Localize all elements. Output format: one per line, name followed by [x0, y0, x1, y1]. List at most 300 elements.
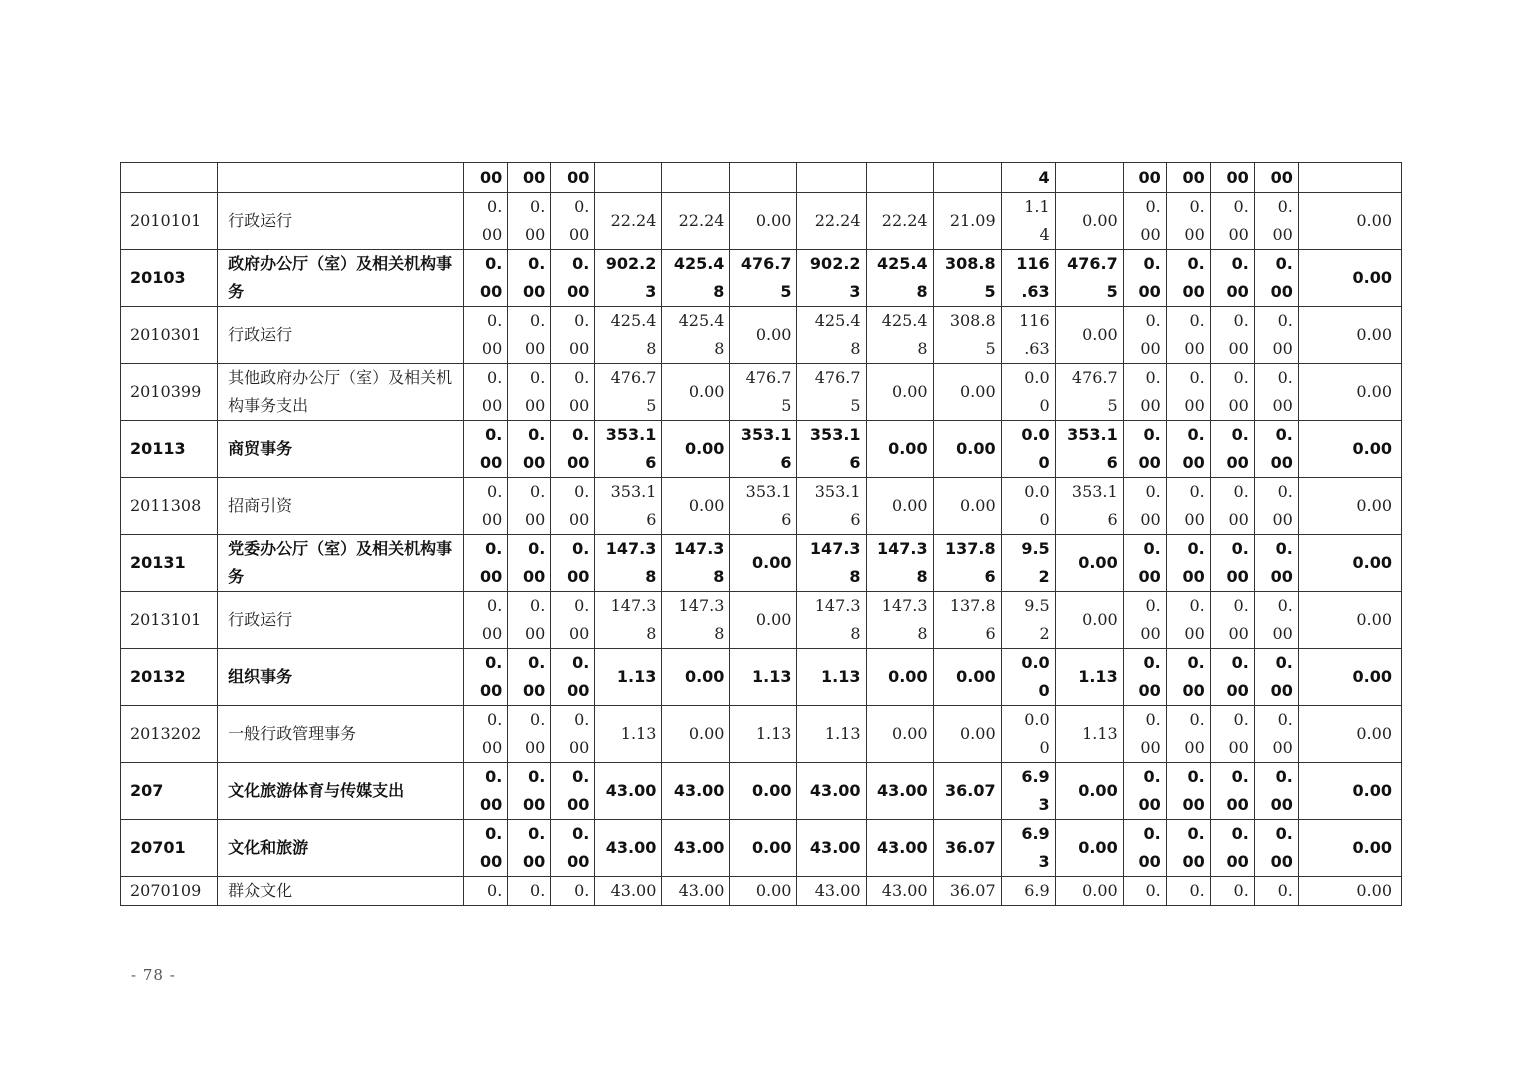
value-line: 1.1: [1024, 197, 1050, 216]
value-line: 0.00: [684, 667, 725, 686]
value-cell: [662, 877, 730, 906]
value-line: 0.: [1277, 710, 1293, 729]
value-line: 0.: [1233, 311, 1249, 330]
value-line: 00: [523, 167, 546, 187]
value-line: 0.: [530, 596, 546, 615]
value-cell: [1210, 478, 1254, 535]
value-cell: [551, 307, 595, 364]
value-line: 0.: [1145, 197, 1161, 216]
value-line: 0.: [572, 767, 590, 786]
value-line: 137.8: [945, 539, 996, 558]
value-line: 43.00: [605, 781, 657, 800]
value-cell: [464, 592, 508, 649]
value-line: 0.00: [891, 496, 928, 515]
value-cell: [1123, 478, 1166, 535]
value-line: 0.: [574, 368, 590, 387]
value-line: 0.00: [684, 439, 725, 458]
value-cell: [551, 193, 595, 250]
value-line: 00: [1270, 453, 1293, 472]
value-cell: [508, 763, 551, 820]
value-line: 0.: [1231, 653, 1249, 672]
value-cell: [797, 307, 866, 364]
value-cell: [662, 163, 730, 193]
value-line: 00: [481, 738, 503, 757]
value-cell: [1001, 592, 1055, 649]
value-line: 0: [1039, 396, 1050, 415]
value-cell: [797, 193, 866, 250]
value-line: 36.07: [945, 838, 996, 857]
value-line: 00: [567, 167, 590, 187]
value-line: 43.00: [809, 838, 861, 857]
value-cell: [866, 250, 933, 307]
value-line: 8: [916, 282, 928, 301]
value-cell: [1123, 763, 1166, 820]
table-row: [121, 163, 1402, 193]
value-line: 902.2: [605, 254, 657, 273]
value-line: 0.00: [1356, 211, 1392, 230]
value-line: 0.00: [688, 382, 725, 401]
value-line: 0.: [1145, 311, 1161, 330]
value-line: 5: [780, 282, 792, 301]
value-cell: [1298, 592, 1401, 649]
value-cell: [933, 706, 1001, 763]
value-line: 00: [1228, 738, 1249, 757]
value-line: 00: [523, 681, 546, 700]
value-cell: [595, 820, 662, 877]
value-line: 00: [568, 339, 590, 358]
value-line: 0.: [1145, 482, 1161, 501]
value-cell: [866, 820, 933, 877]
code-cell: 2070109: [121, 877, 218, 906]
value-cell: [933, 193, 1001, 250]
value-line: 476.7: [1067, 254, 1118, 273]
value-cell: [595, 763, 662, 820]
value-line: 00: [567, 282, 590, 301]
name-cell: 政府办公厅（室）及相关机构事务: [218, 250, 464, 307]
value-line: 0.00: [1082, 211, 1118, 230]
value-cell: [1210, 421, 1254, 478]
value-cell: [1298, 820, 1401, 877]
value-line: 00: [1270, 167, 1293, 187]
value-cell: [1210, 163, 1254, 193]
value-line: 353.1: [605, 425, 657, 444]
value-line: 43.00: [678, 881, 725, 900]
value-line: 0.: [1233, 482, 1249, 501]
value-line: 6: [849, 453, 861, 472]
value-cell: [797, 592, 866, 649]
value-cell: [464, 478, 508, 535]
value-line: 0.: [528, 824, 546, 843]
value-line: 353.1: [610, 482, 657, 501]
value-line: 00: [1182, 795, 1205, 814]
value-cell: [1166, 535, 1210, 592]
value-cell: [1055, 763, 1123, 820]
value-cell: [1166, 163, 1210, 193]
value-cell: [1298, 163, 1401, 193]
value-line: 00: [1184, 225, 1205, 244]
value-line: 0.00: [755, 325, 792, 344]
value-cell: [595, 250, 662, 307]
value-line: 5: [1106, 282, 1118, 301]
value-line: 0.0: [1021, 653, 1050, 672]
value-line: 0.: [1187, 254, 1205, 273]
value-cell: [1298, 364, 1401, 421]
value-line: 00: [568, 510, 590, 529]
value-line: 3: [1038, 852, 1050, 871]
value-cell: [662, 364, 730, 421]
value-line: 5: [781, 396, 792, 415]
value-line: 0.: [1233, 197, 1249, 216]
value-line: 0.: [487, 482, 503, 501]
value-cell: [933, 820, 1001, 877]
value-cell: [730, 763, 797, 820]
value-cell: [662, 763, 730, 820]
value-line: 00: [568, 225, 590, 244]
value-cell: [1166, 877, 1210, 906]
value-line: 0.: [1187, 824, 1205, 843]
value-line: 21.09: [949, 211, 996, 230]
value-cell: [1001, 535, 1055, 592]
value-cell: [551, 820, 595, 877]
value-cell: [464, 421, 508, 478]
value-line: 00: [481, 510, 503, 529]
value-cell: [508, 193, 551, 250]
table-row: [121, 307, 1402, 364]
value-line: 0.00: [1356, 724, 1392, 743]
value-line: 43.00: [876, 838, 928, 857]
value-line: 0.: [1233, 881, 1249, 900]
value-cell: [1166, 820, 1210, 877]
value-line: 0.: [572, 824, 590, 843]
value-line: 6: [781, 510, 792, 529]
value-line: 147.3: [610, 596, 657, 615]
value-cell: [1254, 250, 1298, 307]
value-line: 9.5: [1024, 596, 1050, 615]
value-line: 8: [645, 567, 657, 586]
value-line: 00: [1182, 681, 1205, 700]
value-line: 8: [917, 339, 928, 358]
value-line: 425.4: [610, 311, 657, 330]
value-line: 00: [1226, 681, 1249, 700]
value-line: 6: [850, 510, 861, 529]
value-cell: [464, 877, 508, 906]
value-line: 308.8: [949, 311, 996, 330]
value-cell: [866, 193, 933, 250]
value-cell: [730, 706, 797, 763]
value-line: 0.00: [752, 553, 792, 572]
value-cell: [1166, 478, 1210, 535]
value-cell: [730, 421, 797, 478]
value-cell: [508, 163, 551, 193]
value-cell: [1055, 163, 1123, 193]
value-cell: [797, 535, 866, 592]
name-cell: 行政运行: [218, 592, 464, 649]
value-cell: [797, 820, 866, 877]
value-line: 6: [1107, 510, 1118, 529]
value-line: 00: [1272, 738, 1293, 757]
value-cell: [1123, 706, 1166, 763]
value-line: 8: [713, 567, 725, 586]
value-cell: [508, 820, 551, 877]
value-line: 0.00: [960, 382, 996, 401]
value-cell: [1123, 364, 1166, 421]
value-line: 0.: [1275, 653, 1293, 672]
value-line: 0.00: [891, 382, 928, 401]
value-line: 00: [524, 738, 546, 757]
value-cell: [464, 535, 508, 592]
value-line: 6: [780, 453, 792, 472]
value-cell: [551, 649, 595, 706]
value-line: 00: [481, 396, 503, 415]
name-cell: [218, 163, 464, 193]
value-line: 0.: [1145, 368, 1161, 387]
value-cell: [1055, 877, 1123, 906]
table-row: [121, 706, 1402, 763]
value-line: 6.9: [1021, 824, 1050, 843]
table-row: [121, 763, 1402, 820]
table-row: [121, 535, 1402, 592]
value-line: 0.00: [1078, 553, 1118, 572]
value-line: 0.: [530, 881, 546, 900]
value-line: 5: [984, 282, 996, 301]
value-line: 1.13: [755, 724, 792, 743]
value-cell: [1123, 649, 1166, 706]
value-line: 00: [480, 567, 503, 586]
code-cell: 20131: [121, 535, 218, 592]
value-line: 0.: [1143, 254, 1161, 273]
value-line: 353.1: [740, 425, 792, 444]
value-line: 00: [481, 339, 503, 358]
value-line: 0.: [1277, 197, 1293, 216]
value-line: 00: [524, 339, 546, 358]
value-line: 6: [1106, 453, 1118, 472]
value-line: 0.: [485, 653, 503, 672]
value-line: 0.: [1189, 197, 1205, 216]
value-line: 147.3: [678, 596, 725, 615]
value-line: 36.07: [945, 781, 996, 800]
value-cell: [1210, 250, 1254, 307]
value-line: 00: [1140, 225, 1161, 244]
value-line: 0.: [1189, 482, 1205, 501]
value-line: 00: [1184, 624, 1205, 643]
value-cell: [797, 250, 866, 307]
value-line: 00: [480, 282, 503, 301]
value-cell: [1254, 649, 1298, 706]
value-line: 00: [1182, 852, 1205, 871]
value-line: 147.3: [814, 596, 861, 615]
value-line: 00: [523, 282, 546, 301]
value-cell: [866, 307, 933, 364]
value-line: 0.00: [960, 496, 996, 515]
value-cell: [662, 193, 730, 250]
value-line: 0.: [1187, 539, 1205, 558]
name-cell: 群众文化: [218, 877, 464, 906]
budget-table: [120, 162, 1402, 906]
value-cell: [595, 478, 662, 535]
value-line: 3: [645, 282, 657, 301]
value-line: 4: [1038, 167, 1050, 187]
value-cell: [1166, 250, 1210, 307]
value-line: 8: [646, 624, 657, 643]
value-cell: [730, 193, 797, 250]
name-cell: 招商引资: [218, 478, 464, 535]
value-cell: [1210, 193, 1254, 250]
value-line: 0.: [1231, 425, 1249, 444]
value-cell: [464, 250, 508, 307]
code-cell: 2010399: [121, 364, 218, 421]
value-cell: [1298, 706, 1401, 763]
value-cell: [464, 193, 508, 250]
value-cell: [933, 250, 1001, 307]
value-cell: [933, 364, 1001, 421]
value-line: 00: [568, 396, 590, 415]
value-line: 43.00: [814, 881, 861, 900]
value-cell: [1210, 535, 1254, 592]
value-line: 00: [524, 396, 546, 415]
name-cell: 行政运行: [218, 307, 464, 364]
value-line: 1.13: [824, 724, 861, 743]
value-cell: [508, 421, 551, 478]
value-cell: [1166, 364, 1210, 421]
value-cell: [1055, 706, 1123, 763]
value-cell: [797, 763, 866, 820]
value-cell: [551, 706, 595, 763]
value-cell: [1055, 250, 1123, 307]
value-line: 00: [1138, 282, 1161, 301]
table-row: [121, 877, 1402, 906]
value-line: 0.: [1143, 425, 1161, 444]
value-line: 0: [1039, 510, 1050, 529]
value-line: 00: [1140, 738, 1161, 757]
value-cell: [1055, 478, 1123, 535]
value-cell: [595, 877, 662, 906]
table-row: [121, 250, 1402, 307]
value-line: 3: [849, 282, 861, 301]
value-line: 0.: [1231, 824, 1249, 843]
value-line: 0.: [572, 425, 590, 444]
table-row: [121, 193, 1402, 250]
table-row: [121, 592, 1402, 649]
code-cell: 20113: [121, 421, 218, 478]
value-line: 0.00: [1356, 496, 1392, 515]
value-cell: [1001, 877, 1055, 906]
value-line: 147.3: [673, 539, 725, 558]
value-cell: [464, 649, 508, 706]
value-line: 353.1: [814, 482, 861, 501]
value-cell: [866, 535, 933, 592]
value-line: 0.00: [1352, 553, 1392, 572]
value-cell: [508, 592, 551, 649]
value-cell: [595, 193, 662, 250]
value-cell: [730, 649, 797, 706]
value-cell: [1254, 706, 1298, 763]
value-cell: [595, 535, 662, 592]
value-line: 0.: [1143, 824, 1161, 843]
value-line: 6.9: [1021, 767, 1050, 786]
value-cell: [730, 163, 797, 193]
value-cell: [508, 649, 551, 706]
value-cell: [1210, 592, 1254, 649]
code-cell: 2011308: [121, 478, 218, 535]
value-cell: [1001, 478, 1055, 535]
value-line: 22.24: [678, 211, 725, 230]
value-line: 2: [1038, 567, 1050, 586]
value-cell: [1001, 307, 1055, 364]
value-cell: [508, 478, 551, 535]
value-cell: [933, 163, 1001, 193]
value-line: 00: [523, 567, 546, 586]
value-cell: [730, 820, 797, 877]
value-line: 00: [1272, 225, 1293, 244]
value-cell: [1166, 592, 1210, 649]
value-cell: [595, 706, 662, 763]
value-cell: [1254, 421, 1298, 478]
value-line: 0.00: [1352, 268, 1392, 287]
value-line: 00: [1270, 681, 1293, 700]
value-line: 425.4: [673, 254, 725, 273]
value-cell: [933, 763, 1001, 820]
value-cell: [595, 592, 662, 649]
value-line: 2: [1039, 624, 1050, 643]
value-line: 0.: [1189, 311, 1205, 330]
value-cell: [1055, 649, 1123, 706]
value-cell: [1254, 478, 1298, 535]
value-cell: [933, 649, 1001, 706]
value-cell: [508, 706, 551, 763]
value-line: 8: [713, 282, 725, 301]
value-line: 8: [850, 339, 861, 358]
value-cell: [595, 307, 662, 364]
value-line: 00: [1184, 510, 1205, 529]
value-line: 0.00: [888, 439, 928, 458]
value-line: 0: [1038, 453, 1050, 472]
code-cell: 20132: [121, 649, 218, 706]
value-cell: [1298, 250, 1401, 307]
value-line: 0.: [1187, 425, 1205, 444]
value-line: 8: [916, 567, 928, 586]
value-line: 0.: [1187, 653, 1205, 672]
value-line: 00: [1140, 624, 1161, 643]
value-line: 0.: [487, 596, 503, 615]
value-line: 902.2: [809, 254, 861, 273]
value-line: 1.13: [616, 667, 657, 686]
value-cell: [866, 649, 933, 706]
value-line: 0.: [572, 653, 590, 672]
value-line: 00: [1182, 282, 1205, 301]
value-cell: [730, 307, 797, 364]
value-line: 0.: [1277, 596, 1293, 615]
value-cell: [1001, 706, 1055, 763]
value-cell: [1123, 421, 1166, 478]
value-line: 0.: [1275, 824, 1293, 843]
value-line: 00: [1270, 567, 1293, 586]
value-line: 0.00: [1082, 325, 1118, 344]
value-cell: [1254, 535, 1298, 592]
value-line: 00: [1140, 396, 1161, 415]
value-line: 0.00: [688, 496, 725, 515]
value-cell: [1001, 421, 1055, 478]
code-cell: 2010301: [121, 307, 218, 364]
value-line: 0.: [487, 710, 503, 729]
value-line: .63: [1021, 282, 1050, 301]
value-cell: [1298, 763, 1401, 820]
value-line: 00: [480, 795, 503, 814]
name-cell: 文化和旅游: [218, 820, 464, 877]
value-cell: [933, 307, 1001, 364]
code-cell: 2013101: [121, 592, 218, 649]
value-line: 00: [568, 738, 590, 757]
value-cell: [464, 163, 508, 193]
